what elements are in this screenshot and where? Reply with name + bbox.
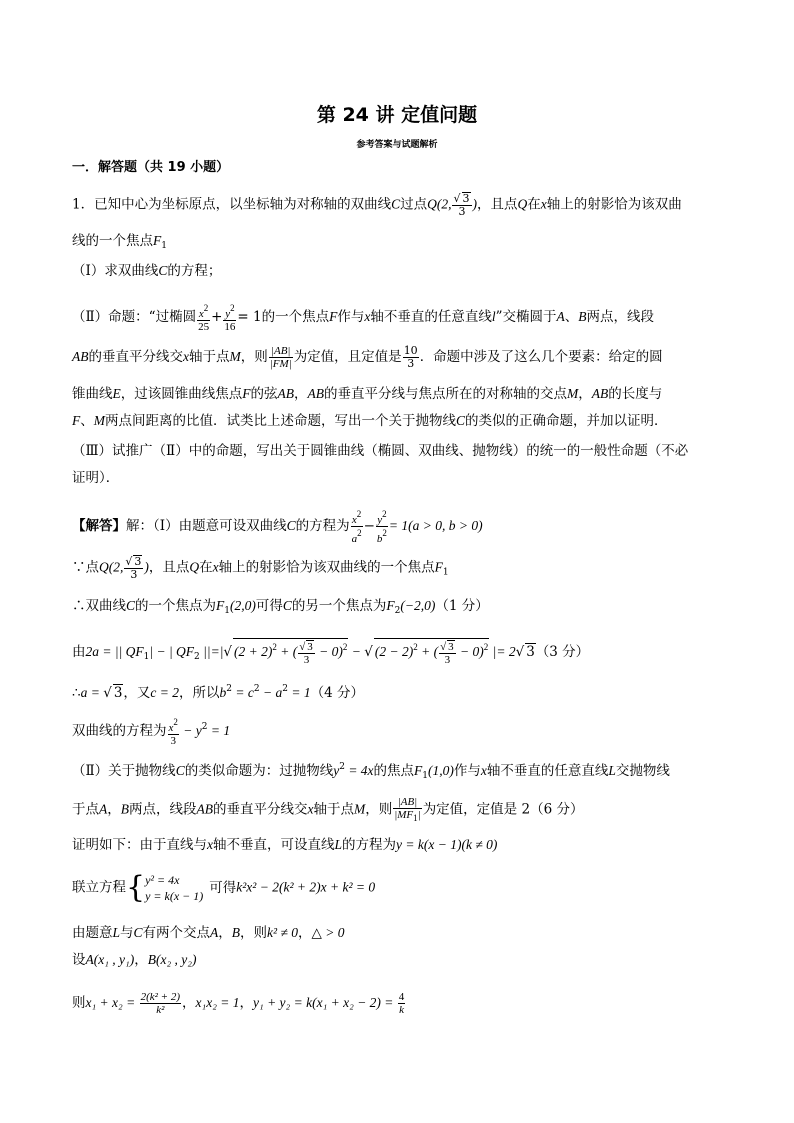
text: 为定值，且定值是 <box>293 349 402 365</box>
text: 解：（Ⅰ）由题意可设双曲线 <box>126 518 287 534</box>
text: ，所以 <box>179 685 220 701</box>
text: 可得 <box>255 598 283 614</box>
math: M <box>93 413 105 428</box>
math: C <box>456 413 466 428</box>
text: ， <box>297 925 312 941</box>
text: （4 分） <box>310 685 364 701</box>
math: 3 <box>526 644 535 660</box>
fraction-x2-over-3: $\frac{x^2}{3}$ <box>168 717 178 747</box>
math: C <box>133 925 143 940</box>
page-title: 第 24 讲 定值问题 <box>316 104 478 126</box>
math: A(x₁ , y₁) <box>85 952 135 967</box>
text: 的弦 <box>250 386 278 402</box>
text: ”交椭圆于 <box>495 309 557 325</box>
math: 2a = || QF <box>85 644 144 659</box>
math: E <box>112 386 121 401</box>
problem-part-2: （Ⅱ）命题：“过椭圆 $\frac{x^2}{25}$ + $\frac{y^2}{16}$ = 1的一个焦点F作与x轴不垂直的任意直线l”交椭圆于A、B两点，线段 <box>72 303 655 333</box>
text: 为定值，定值是 2（6 分） <box>422 801 584 818</box>
problem-line-6 <box>72 386 662 402</box>
math: ) <box>472 196 477 212</box>
math: M <box>229 349 241 364</box>
text: ， <box>107 801 121 818</box>
text: 交抛物线 <box>615 763 670 779</box>
text: 的一个焦点 <box>261 309 330 325</box>
text: 两点，线段 <box>586 309 655 325</box>
text: 由题意 <box>72 925 113 941</box>
problem-line-7 <box>72 413 668 429</box>
math: a = <box>80 685 104 700</box>
math: = 1(a > 0, b > 0) <box>388 518 483 533</box>
math: A <box>99 801 108 817</box>
math: 3 <box>113 685 123 701</box>
text: 于点 <box>72 801 99 818</box>
fraction-sqrt3-over-3: $\frac{√ 3}{3}$ <box>125 555 142 581</box>
text: 在 <box>527 196 541 213</box>
fraction-10-over-3: $\frac{10}{3}$ <box>403 344 418 370</box>
math: (1,0) <box>428 763 454 778</box>
text: 作与 <box>453 763 481 779</box>
text: 有两个交点 <box>142 925 211 941</box>
solution-line-10 <box>72 872 375 904</box>
math: x <box>183 349 189 364</box>
math: C <box>175 763 185 778</box>
math: Q(2, <box>99 559 124 575</box>
math: = 1 <box>287 685 311 700</box>
math: C <box>282 598 292 613</box>
text: 过点 <box>400 196 428 213</box>
text: ， <box>239 995 254 1011</box>
text: 轴上的射影恰为该双曲线的一个焦点 <box>218 559 435 576</box>
math: F <box>414 763 423 778</box>
solution-line-13 <box>72 991 406 1016</box>
math: B <box>578 309 587 324</box>
math: x <box>207 837 213 852</box>
text: 轴上的射影恰为该双曲 <box>546 196 682 213</box>
math: C <box>286 518 296 533</box>
text: ，则 <box>365 801 393 818</box>
text: ， <box>294 386 308 402</box>
text: （Ⅰ）求双曲线 <box>72 263 159 279</box>
math: B <box>120 801 129 817</box>
math: F <box>216 598 225 613</box>
text: 锥曲线 <box>72 386 113 402</box>
math: l <box>491 309 496 324</box>
text: 联立方程 <box>72 879 126 896</box>
math: (−2,0) <box>400 598 436 613</box>
math: = 1 <box>237 309 262 325</box>
text: 线的一个焦点 <box>72 233 153 249</box>
text: （Ⅱ）命题：“过椭圆 <box>72 309 197 325</box>
fraction-sqrt3-over-3: $\frac{√ 3}{3}$ <box>453 192 470 218</box>
math: k² ≠ 0 <box>267 925 298 940</box>
text: 轴不垂直的任意直线 <box>486 763 609 779</box>
text: 的焦点 <box>373 763 415 779</box>
math: L <box>334 837 343 852</box>
math: x <box>307 801 314 817</box>
math: x <box>212 559 219 575</box>
math: AB <box>307 386 324 401</box>
text: 证明如下：由于直线与 <box>72 837 207 853</box>
math: c = 2 <box>150 685 180 700</box>
math: x₁ + x₂ = <box>85 995 139 1010</box>
solution-line-6: 双曲线的方程为 $\frac{x^2}{3}$ − $y^2 = 1$ <box>72 717 231 747</box>
problem-line-9: 证明）． <box>72 470 120 486</box>
text: 的一个焦点为 <box>135 598 217 614</box>
page-subtitle: 参考答案与试题解析 <box>356 140 438 150</box>
fraction-4-over-k: $\frac{4}{k}$ <box>398 991 405 1016</box>
math: | − | QF <box>149 644 195 659</box>
math: AB <box>591 386 609 401</box>
because-symbol: ∵ <box>72 559 86 576</box>
text: 与 <box>120 925 134 941</box>
fraction-x2-over-25: $\frac{x^2}{25}$ <box>198 303 210 333</box>
text: 1．已知中心为坐标原点，以坐标轴为对称轴的双曲线 <box>72 196 392 213</box>
fraction-y2-over-16: $\frac{y^2}{16}$ <box>224 303 236 333</box>
math: L <box>608 763 616 778</box>
math: AB <box>196 801 213 817</box>
math: Q <box>517 196 528 212</box>
solution-line-3: ∴双曲线C的一个焦点为$F_1(2,0)$可得C的另一个焦点为$F_2(-2,0)(1$ 分） <box>72 598 489 616</box>
text: 的垂直平分线与焦点所在的对称轴的交点 <box>324 386 567 402</box>
problem-part-1 <box>72 263 221 279</box>
solution-line-12 <box>72 952 196 968</box>
text: 作与 <box>337 309 365 325</box>
math: F <box>242 386 251 401</box>
math: F <box>386 598 395 613</box>
math: AB <box>72 349 89 364</box>
math: = 1 <box>207 723 231 738</box>
therefore-symbol: ∴ <box>72 598 86 614</box>
solution-line-8 <box>72 796 583 824</box>
solution-line-7: （Ⅱ）关于抛物线C的类似命题为：过抛物线$y^2 = 4x$的焦点$F_1(1,0)$作与x轴不垂直的任意直线L交抛物线 <box>72 762 670 781</box>
math: = c <box>232 685 254 700</box>
math: y = k(x − 1)(k ≠ 0) <box>396 837 498 852</box>
text: ，且点 <box>148 559 190 576</box>
text: 的方程； <box>167 263 222 279</box>
math: A <box>556 309 565 324</box>
math: y₁ + y₂ = k(x₁ + x₂ − 2) = <box>253 995 397 1010</box>
text: 轴于点 <box>313 801 354 818</box>
math: x₁x₂ = 1 <box>195 995 240 1010</box>
math: |= 2 <box>489 644 516 659</box>
text: （3 分） <box>535 644 590 660</box>
text: 的长度与 <box>608 386 663 402</box>
math: L <box>112 925 121 940</box>
fraction-x2-over-a2: $\frac{x^2}{a^2}$ <box>351 509 362 545</box>
text: 的类似命题为：过抛物线 <box>184 763 334 779</box>
math: B(x₂ , y₂) <box>147 952 197 967</box>
text: 的方程为 <box>342 837 397 853</box>
text: 的另一个焦点为 <box>291 598 387 614</box>
text: 在 <box>199 559 213 576</box>
text: 由 <box>72 644 86 660</box>
text: ，且点 <box>477 196 518 213</box>
text: 点 <box>85 559 99 576</box>
math: M <box>354 801 366 817</box>
math: Q <box>189 559 200 575</box>
solution-line-5: ∴a = √ 3，又c = 2，所以$b^2 = c^2 - a^2 = 1(4$ 分） <box>72 684 364 701</box>
equation-system: y² = 4x y = k(x − 1) <box>145 873 204 903</box>
math: F <box>153 233 162 248</box>
fraction-ab-over-fm: $\frac{|AB|}{|FM|}$ <box>269 345 292 370</box>
fraction-sum: $\frac{\text{2(k² + 2)}}{\text{k²}}$ <box>140 991 181 1016</box>
fraction-ab-over-mf1: $\frac{|AB|}{|MF_1|}$ <box>394 796 421 823</box>
text: 轴于点 <box>189 349 230 365</box>
solution-line-11 <box>72 925 344 941</box>
math: − a <box>259 685 283 700</box>
math: C <box>126 598 136 613</box>
text: 、 <box>564 309 579 325</box>
text: 双曲线的方程为 <box>72 723 167 739</box>
therefore-symbol: ∴ <box>72 685 81 701</box>
math: − y <box>179 723 202 738</box>
text: 可得 <box>209 879 237 896</box>
fraction-y2-over-b2: $\frac{y^2}{b^2}$ <box>376 509 387 545</box>
math: k²x² − 2(k² + 2)x + k² = 0 <box>236 879 376 895</box>
math: B <box>231 925 241 940</box>
math: = 4x <box>344 763 374 778</box>
math: A <box>210 925 219 940</box>
sqrt-term-1: $(2 + 2)^2$ + ( $\frac{√ 3}{3}$ − 0)$^2$ <box>233 638 348 666</box>
math: x <box>364 309 371 324</box>
solution-line-9 <box>72 837 497 853</box>
text: ， <box>182 995 196 1011</box>
text: 两点，线段 <box>129 801 197 818</box>
text: ，则 <box>240 349 268 365</box>
problem-line-1 <box>72 192 682 218</box>
solution-line-1: 【解答】解：（Ⅰ）由题意可设双曲线C的方程为 $\frac{x^2}{a^2}$ − $\frac{y^2}{b^2}$ = 1(a > 0, b > 0) <box>72 509 483 545</box>
text: ， <box>134 952 148 968</box>
text: （Ⅱ）关于抛物线 <box>72 763 176 779</box>
math: F <box>329 309 338 324</box>
text: 的方程为 <box>295 518 350 534</box>
math: AB <box>277 386 294 401</box>
text: 双曲线 <box>85 598 126 614</box>
text: 设 <box>72 952 86 968</box>
text: 【解答】 <box>72 518 126 534</box>
text: （1 分） <box>435 598 489 614</box>
math: F <box>72 413 81 428</box>
math: (2,0) <box>230 598 256 613</box>
math: x <box>540 196 547 212</box>
solution-line-4: 由2a = || $QF_1|$ − | $QF_2$ ||=|√ $(2 + 2)^2$ + ( $\frac{√ 3}{3}$ − 0)$^2$ − √ $(2 - 2)^2$ + ( $\frac{√ 3}{3}$ − 0)$^2$ |= 2√ 3（3 分） <box>72 638 589 666</box>
math-point-q: Q(2, <box>427 196 452 212</box>
text: 的垂直平分线交 <box>213 801 308 818</box>
left-brace: { <box>126 870 146 905</box>
math: b <box>219 685 227 700</box>
solution-line-2: ∵点Q(2, $\frac{√ 3}{3}$ )，且点Q在x轴上的射影恰为该双曲线的一个焦点$F_1$ <box>72 555 449 581</box>
math: F <box>434 559 443 575</box>
text: 的类似的正确命题，并加以证明． <box>465 413 668 429</box>
text: ，过该圆锥曲线焦点 <box>120 386 243 402</box>
text: ， <box>218 925 232 941</box>
text: 两点间距离的比值．试类比上述命题，写出一个关于抛物线 <box>105 413 456 429</box>
problem-line-2: 线的一个焦点$F_1$ <box>72 233 167 251</box>
math: − <box>348 644 365 659</box>
section-heading: 一．解答题（共 19 小题） <box>72 160 230 175</box>
text: 轴不垂直的任意直线 <box>370 309 492 325</box>
text: ， <box>578 386 592 402</box>
math: △ > 0 <box>311 925 345 940</box>
text: 则 <box>72 995 86 1011</box>
text: ．命题中涉及了这么几个要素：给定的圆 <box>419 349 663 365</box>
math: ||=| <box>199 644 224 659</box>
problem-part-3: （Ⅲ）试推广（Ⅱ）中的命题，写出关于圆锥曲线（椭圆、双曲线、抛物线）的统一的一般性命题（不必 <box>72 443 689 459</box>
text: ，则 <box>240 925 268 941</box>
math: M <box>567 386 579 401</box>
math-c: C <box>391 196 401 212</box>
text: 、 <box>80 413 94 429</box>
text: ，又 <box>123 685 151 701</box>
problem-line-5 <box>72 345 663 370</box>
sqrt-term-2: $(2 - 2)^2$ + ( $\frac{√ 3}{3}$ − 0)$^2$ <box>374 638 489 666</box>
math: x <box>480 763 487 778</box>
text: 的垂直平分线交 <box>88 349 183 365</box>
text: 轴不垂直，可设直线 <box>213 837 335 853</box>
math: ) <box>144 559 149 575</box>
math: y <box>333 763 340 778</box>
math: C <box>158 263 168 278</box>
